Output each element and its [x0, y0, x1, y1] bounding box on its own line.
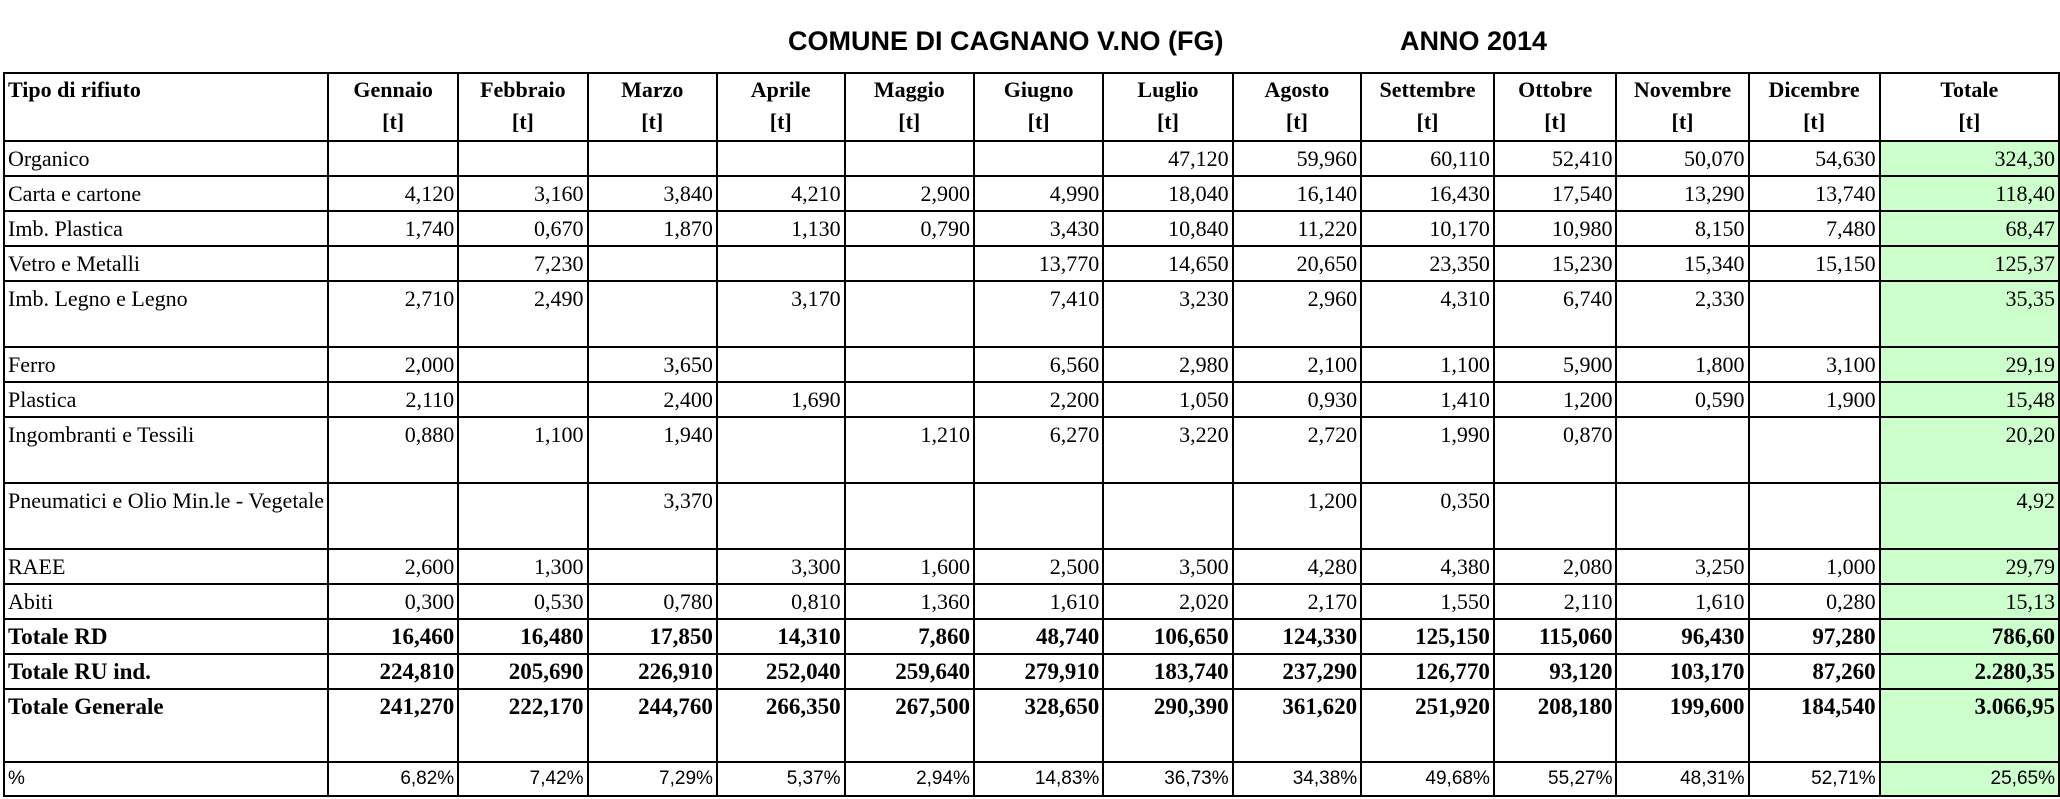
table-cell: 87,260 [1749, 654, 1880, 689]
column-header [1233, 73, 1362, 141]
table-cell: 106,650 [1103, 619, 1232, 654]
row-label: Ferro [4, 347, 328, 382]
table-cell: 59,960 [1233, 141, 1362, 176]
table-cell: 1,610 [1616, 584, 1748, 619]
table-cell: 199,600 [1616, 689, 1748, 762]
table-cell [1749, 417, 1880, 483]
table-cell: 0,530 [458, 584, 587, 619]
table-cell: 23,350 [1361, 246, 1494, 281]
table-cell: 4,120 [328, 176, 458, 211]
table-cell [1749, 483, 1880, 549]
table-cell: 125,150 [1361, 619, 1494, 654]
table-cell: 0,870 [1494, 417, 1617, 483]
total-cell: 118,40 [1880, 176, 2059, 211]
row-label: Totale RU ind. [4, 654, 328, 689]
table-cell: 361,620 [1233, 689, 1362, 762]
table-row [4, 141, 2059, 176]
table-cell [717, 417, 845, 483]
column-header [1880, 73, 2059, 141]
column-header-name: Ottobre [1518, 77, 1593, 102]
column-header-unit: [t] [1285, 109, 1308, 134]
table-cell: 7,480 [1749, 211, 1880, 246]
table-cell: 1,000 [1749, 549, 1880, 584]
total-cell: 29,19 [1880, 347, 2059, 382]
table-row [4, 347, 2059, 382]
table-cell: 0,780 [588, 584, 717, 619]
table-cell: 6,270 [974, 417, 1103, 483]
table-cell: 13,740 [1749, 176, 1880, 211]
table-cell [588, 246, 717, 281]
table-cell: 2,710 [328, 281, 458, 347]
table-cell: 2,110 [1494, 584, 1617, 619]
table-cell: 1,870 [588, 211, 717, 246]
table-cell: 3,220 [1103, 417, 1232, 483]
column-header-type [4, 73, 328, 141]
table-cell: 1,100 [458, 417, 587, 483]
table-cell [845, 382, 974, 417]
total-cell: 25,65% [1880, 762, 2059, 796]
table-cell: 3,300 [717, 549, 845, 584]
table-cell: 47,120 [1103, 141, 1232, 176]
table-cell: 0,880 [328, 417, 458, 483]
column-header [974, 73, 1103, 141]
table-cell [717, 483, 845, 549]
table-cell: 6,82% [328, 762, 458, 796]
column-header-unit: [t] [1027, 109, 1050, 134]
table-cell: 36,73% [1103, 762, 1232, 796]
table-cell [845, 347, 974, 382]
table-cell: 18,040 [1103, 176, 1232, 211]
table-cell [845, 141, 974, 176]
table-cell: 15,230 [1494, 246, 1617, 281]
table-cell: 126,770 [1361, 654, 1494, 689]
table-row [4, 176, 2059, 211]
table-cell: 16,460 [328, 619, 458, 654]
total-cell: 15,13 [1880, 584, 2059, 619]
row-label: % [4, 762, 328, 796]
table-cell [588, 281, 717, 347]
table-cell: 252,040 [717, 654, 845, 689]
column-header-name: Settembre [1379, 77, 1476, 102]
table-cell [458, 382, 587, 417]
table-cell: 267,500 [845, 689, 974, 762]
table-cell: 2,100 [1233, 347, 1362, 382]
table-cell [458, 141, 587, 176]
table-cell: 52,71% [1749, 762, 1880, 796]
column-header-unit: [t] [1803, 109, 1826, 134]
table-cell: 60,110 [1361, 141, 1494, 176]
table-cell [328, 141, 458, 176]
table-cell: 226,910 [588, 654, 717, 689]
table-cell: 3,160 [458, 176, 587, 211]
table-row [4, 246, 2059, 281]
column-header-name: Dicembre [1768, 77, 1860, 102]
table-cell: 251,920 [1361, 689, 1494, 762]
table-cell [1616, 417, 1748, 483]
table-cell [1103, 483, 1232, 549]
percent-row [4, 762, 2059, 796]
header-row [4, 73, 2059, 141]
total-cell: 20,20 [1880, 417, 2059, 483]
column-header-unit: [t] [641, 109, 664, 134]
row-label: Vetro e Metalli [4, 246, 328, 281]
table-cell: 3,370 [588, 483, 717, 549]
table-cell [845, 281, 974, 347]
table-cell: 1,900 [1749, 382, 1880, 417]
table-cell: 1,100 [1361, 347, 1494, 382]
table-cell: 3,650 [588, 347, 717, 382]
table-cell: 2,720 [1233, 417, 1362, 483]
table-cell: 2,400 [588, 382, 717, 417]
row-label: RAEE [4, 549, 328, 584]
totals-row [4, 619, 2059, 654]
table-cell: 6,560 [974, 347, 1103, 382]
table-cell: 34,38% [1233, 762, 1362, 796]
table-cell [1616, 483, 1748, 549]
column-header-unit: [t] [898, 109, 921, 134]
table-cell: 4,210 [717, 176, 845, 211]
row-label: Carta e cartone [4, 176, 328, 211]
table-row [4, 281, 2059, 347]
year-title: ANNO 2014 [1400, 26, 1548, 56]
table-cell [588, 141, 717, 176]
row-label: Organico [4, 141, 328, 176]
table-cell: 17,540 [1494, 176, 1617, 211]
column-header-name: Maggio [873, 77, 945, 102]
table-cell: 52,410 [1494, 141, 1617, 176]
table-cell [717, 347, 845, 382]
column-header [1494, 73, 1617, 141]
column-header [1361, 73, 1494, 141]
table-cell: 3,250 [1616, 549, 1748, 584]
table-cell: 2,110 [328, 382, 458, 417]
table-cell: 7,410 [974, 281, 1103, 347]
column-header-unit: [t] [1958, 109, 1981, 134]
table-cell: 4,310 [1361, 281, 1494, 347]
table-cell: 7,230 [458, 246, 587, 281]
table-row [4, 211, 2059, 246]
table-cell: 2,94% [845, 762, 974, 796]
table-cell: 1,740 [328, 211, 458, 246]
table-cell: 48,740 [974, 619, 1103, 654]
table-cell: 222,170 [458, 689, 587, 762]
table-cell: 1,200 [1233, 483, 1362, 549]
total-cell: 35,35 [1880, 281, 2059, 347]
column-header [717, 73, 845, 141]
table-cell: 7,860 [845, 619, 974, 654]
table-cell: 3,170 [717, 281, 845, 347]
table-cell: 2,080 [1494, 549, 1617, 584]
table-cell: 7,42% [458, 762, 587, 796]
column-header-unit: [t] [1671, 109, 1694, 134]
table-cell: 48,31% [1616, 762, 1748, 796]
column-header-name: Febbraio [480, 77, 566, 102]
table-cell: 10,980 [1494, 211, 1617, 246]
table-cell: 5,37% [717, 762, 845, 796]
table-cell: 279,910 [974, 654, 1103, 689]
column-header-unit: [t] [1156, 109, 1179, 134]
column-header [328, 73, 458, 141]
table-cell: 1,410 [1361, 382, 1494, 417]
table-cell: 2,000 [328, 347, 458, 382]
row-label: Pneumatici e Olio Min.le - Vegetale [4, 483, 328, 549]
table-cell: 13,770 [974, 246, 1103, 281]
column-header-unit: [t] [1544, 109, 1567, 134]
table-cell: 14,83% [974, 762, 1103, 796]
table-cell: 15,150 [1749, 246, 1880, 281]
table-cell: 183,740 [1103, 654, 1232, 689]
table-cell [328, 483, 458, 549]
table-cell: 1,600 [845, 549, 974, 584]
row-label: Imb. Plastica [4, 211, 328, 246]
waste-table [3, 72, 2060, 797]
table-cell: 10,840 [1103, 211, 1232, 246]
table-cell: 290,390 [1103, 689, 1232, 762]
table-cell: 328,650 [974, 689, 1103, 762]
column-header-name: Novembre [1633, 77, 1732, 102]
table-row [4, 549, 2059, 584]
table-cell: 4,280 [1233, 549, 1362, 584]
table-row [4, 584, 2059, 619]
total-cell: 4,92 [1880, 483, 2059, 549]
table-cell: 13,290 [1616, 176, 1748, 211]
row-label: Plastica [4, 382, 328, 417]
table-cell: 259,640 [845, 654, 974, 689]
table-cell: 16,480 [458, 619, 587, 654]
table-cell: 0,300 [328, 584, 458, 619]
table-row [4, 382, 2059, 417]
table-cell: 3,230 [1103, 281, 1232, 347]
table-cell: 2,980 [1103, 347, 1232, 382]
column-header-name: Agosto [1264, 77, 1330, 102]
table-cell: 3,430 [974, 211, 1103, 246]
table-cell: 1,300 [458, 549, 587, 584]
table-cell: 15,340 [1616, 246, 1748, 281]
column-header [588, 73, 717, 141]
column-header-name: Luglio [1137, 77, 1199, 102]
table-cell: 0,930 [1233, 382, 1362, 417]
table-cell: 124,330 [1233, 619, 1362, 654]
table-row [4, 417, 2059, 483]
column-header-name: Totale [1940, 77, 1999, 102]
table-cell: 93,120 [1494, 654, 1617, 689]
table-cell: 237,290 [1233, 654, 1362, 689]
table-cell: 1,690 [717, 382, 845, 417]
table-cell: 50,070 [1616, 141, 1748, 176]
table-cell [588, 549, 717, 584]
table-cell [845, 246, 974, 281]
row-label: Totale Generale [4, 689, 328, 762]
column-header-unit: [t] [769, 109, 792, 134]
table-cell: 2,200 [974, 382, 1103, 417]
table-cell [328, 246, 458, 281]
table-cell: 4,990 [974, 176, 1103, 211]
table-cell [974, 141, 1103, 176]
column-header-unit: [t] [511, 109, 534, 134]
table-cell: 115,060 [1494, 619, 1617, 654]
table-cell: 1,800 [1616, 347, 1748, 382]
table-cell: 0,790 [845, 211, 974, 246]
column-header-unit: [t] [1416, 109, 1439, 134]
table-cell: 244,760 [588, 689, 717, 762]
total-cell: 324,30 [1880, 141, 2059, 176]
column-header-name: Tipo di rifiuto [8, 77, 141, 102]
table-cell: 17,850 [588, 619, 717, 654]
total-cell: 786,60 [1880, 619, 2059, 654]
table-cell: 0,670 [458, 211, 587, 246]
table-row [4, 483, 2059, 549]
total-cell: 3.066,95 [1880, 689, 2059, 762]
total-cell: 125,37 [1880, 246, 2059, 281]
totals-row [4, 654, 2059, 689]
row-label: Abiti [4, 584, 328, 619]
table-cell: 3,100 [1749, 347, 1880, 382]
table-cell [458, 347, 587, 382]
table-cell: 103,170 [1616, 654, 1748, 689]
table-cell [717, 246, 845, 281]
table-cell [974, 483, 1103, 549]
table-cell: 1,050 [1103, 382, 1232, 417]
table-cell: 241,270 [328, 689, 458, 762]
table-cell: 20,650 [1233, 246, 1362, 281]
total-cell: 15,48 [1880, 382, 2059, 417]
table-cell: 1,210 [845, 417, 974, 483]
table-cell: 1,360 [845, 584, 974, 619]
column-header-unit: [t] [382, 109, 405, 134]
table-cell: 1,940 [588, 417, 717, 483]
table-cell: 2,020 [1103, 584, 1232, 619]
table-cell [458, 483, 587, 549]
table-cell: 3,840 [588, 176, 717, 211]
table-cell: 4,380 [1361, 549, 1494, 584]
table-cell: 7,29% [588, 762, 717, 796]
total-cell: 68,47 [1880, 211, 2059, 246]
table-cell: 224,810 [328, 654, 458, 689]
column-header [1616, 73, 1748, 141]
table-cell: 266,350 [717, 689, 845, 762]
table-cell: 96,430 [1616, 619, 1748, 654]
table-cell [717, 141, 845, 176]
table-cell: 2,960 [1233, 281, 1362, 347]
municipality-title: COMUNE DI CAGNANO V.NO (FG) [788, 26, 1224, 56]
column-header-name: Marzo [621, 77, 684, 102]
table-cell: 49,68% [1361, 762, 1494, 796]
table-cell: 1,200 [1494, 382, 1617, 417]
totals-row [4, 689, 2059, 762]
column-header-name: Gennaio [353, 77, 433, 102]
table-cell: 2,500 [974, 549, 1103, 584]
table-cell: 14,310 [717, 619, 845, 654]
table-cell: 1,130 [717, 211, 845, 246]
column-header-name: Giugno [1003, 77, 1074, 102]
table-cell [845, 483, 974, 549]
column-header [1749, 73, 1880, 141]
table-cell: 2,330 [1616, 281, 1748, 347]
table-cell: 6,740 [1494, 281, 1617, 347]
table-cell: 1,610 [974, 584, 1103, 619]
table-cell: 208,180 [1494, 689, 1617, 762]
table-cell: 1,990 [1361, 417, 1494, 483]
table-cell: 0,350 [1361, 483, 1494, 549]
table-cell: 0,590 [1616, 382, 1748, 417]
table-cell: 205,690 [458, 654, 587, 689]
table-cell: 16,140 [1233, 176, 1362, 211]
row-label: Ingombranti e Tessili [4, 417, 328, 483]
table-cell: 10,170 [1361, 211, 1494, 246]
row-label: Imb. Legno e Legno [4, 281, 328, 347]
table-cell [1494, 483, 1617, 549]
page-header [0, 22, 2060, 66]
total-cell: 2.280,35 [1880, 654, 2059, 689]
table-cell: 54,630 [1749, 141, 1880, 176]
table-cell: 2,600 [328, 549, 458, 584]
table-cell: 55,27% [1494, 762, 1617, 796]
column-header-name: Aprile [750, 77, 811, 102]
table-cell [1749, 281, 1880, 347]
column-header [458, 73, 587, 141]
table-cell: 184,540 [1749, 689, 1880, 762]
table-cell: 14,650 [1103, 246, 1232, 281]
table-cell: 2,490 [458, 281, 587, 347]
table-cell: 97,280 [1749, 619, 1880, 654]
table-cell: 1,550 [1361, 584, 1494, 619]
table-cell: 11,220 [1233, 211, 1362, 246]
table-cell: 2,900 [845, 176, 974, 211]
total-cell: 29,79 [1880, 549, 2059, 584]
column-header [1103, 73, 1232, 141]
table-cell: 0,810 [717, 584, 845, 619]
table-cell: 0,280 [1749, 584, 1880, 619]
table-cell: 5,900 [1494, 347, 1617, 382]
table-cell: 3,500 [1103, 549, 1232, 584]
row-label: Totale RD [4, 619, 328, 654]
column-header [845, 73, 974, 141]
table-cell: 2,170 [1233, 584, 1362, 619]
table-cell: 8,150 [1616, 211, 1748, 246]
table-cell: 16,430 [1361, 176, 1494, 211]
